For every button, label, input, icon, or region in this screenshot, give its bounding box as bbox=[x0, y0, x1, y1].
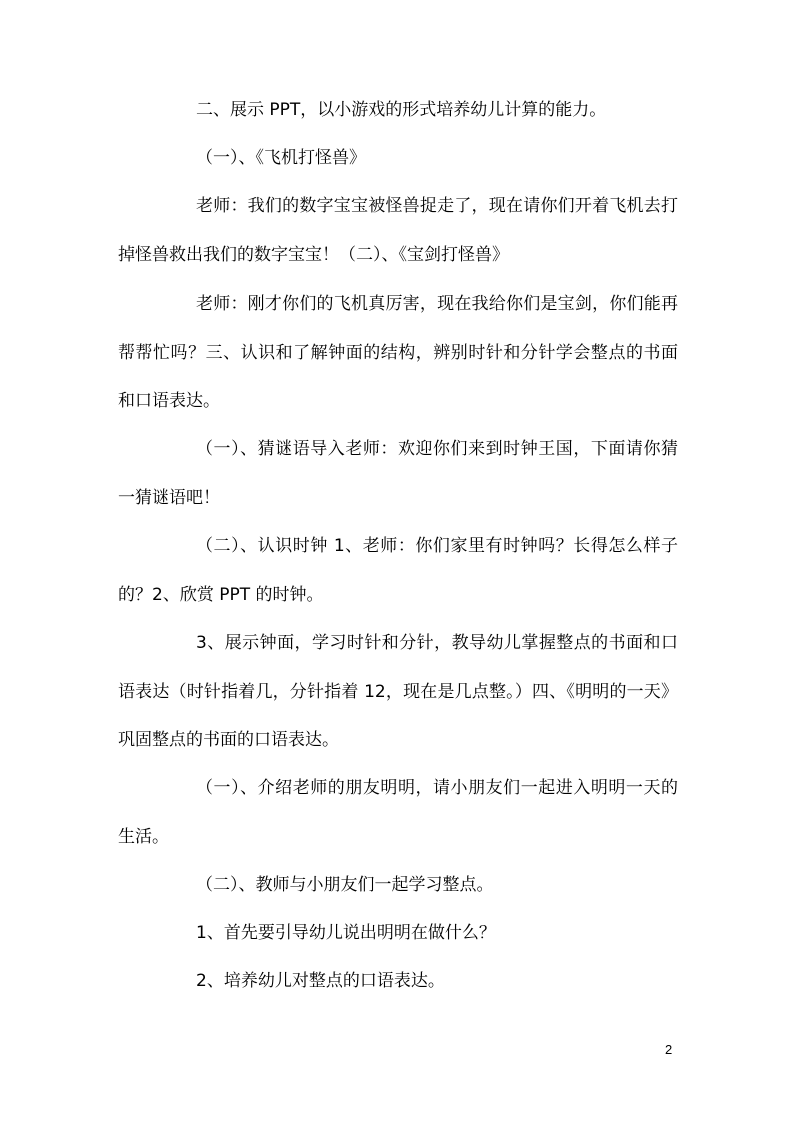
paragraph-6: （二）、认识时钟 1、老师：你们家里有时钟吗？长得怎么样子的？2、欣赏 PPT 的时钟。 bbox=[118, 536, 678, 605]
paragraph-8: （一）、介绍老师的朋友明明，请小朋友们一起进入明明一天的生活。 bbox=[118, 778, 678, 847]
paragraph-11: 2、培养幼儿对整点的口语表达。 bbox=[196, 971, 445, 991]
paragraph-2: （一）、《飞机打怪兽》 bbox=[196, 148, 366, 168]
paragraph-10: 1、首先要引导幼儿说出明明在做什么？ bbox=[196, 923, 496, 943]
paragraph-5: （一）、猜谜语导入老师：欢迎你们来到时钟王国，下面请你猜一猜谜语吧！ bbox=[118, 439, 678, 508]
paragraph-7: 3、展示钟面，学习时针和分针，教导幼儿掌握整点的书面和口语表达（时针指着几，分针指着 12，现在是几点整。）四、《明明的一天》巩固整点的书面的口语表达。 bbox=[118, 633, 678, 750]
paragraph-9: （二）、教师与小朋友们一起学习整点。 bbox=[196, 875, 494, 895]
paragraph-3: 老师：我们的数字宝宝被怪兽捉走了，现在请你们开着飞机去打掉怪兽救出我们的数字宝宝！（二）、《宝剑打怪兽》 bbox=[118, 196, 678, 265]
paragraph-1: 二、展示 PPT，以小游戏的形式培养幼儿计算的能力。 bbox=[196, 100, 607, 120]
page-number: 2 bbox=[665, 1042, 673, 1057]
paragraph-4: 老师：刚才你们的飞机真厉害，现在我给你们是宝剑，你们能再帮帮忙吗？三、认识和了解钟面的结构，辨别时针和分针学会整点的书面和口语表达。 bbox=[118, 294, 678, 411]
